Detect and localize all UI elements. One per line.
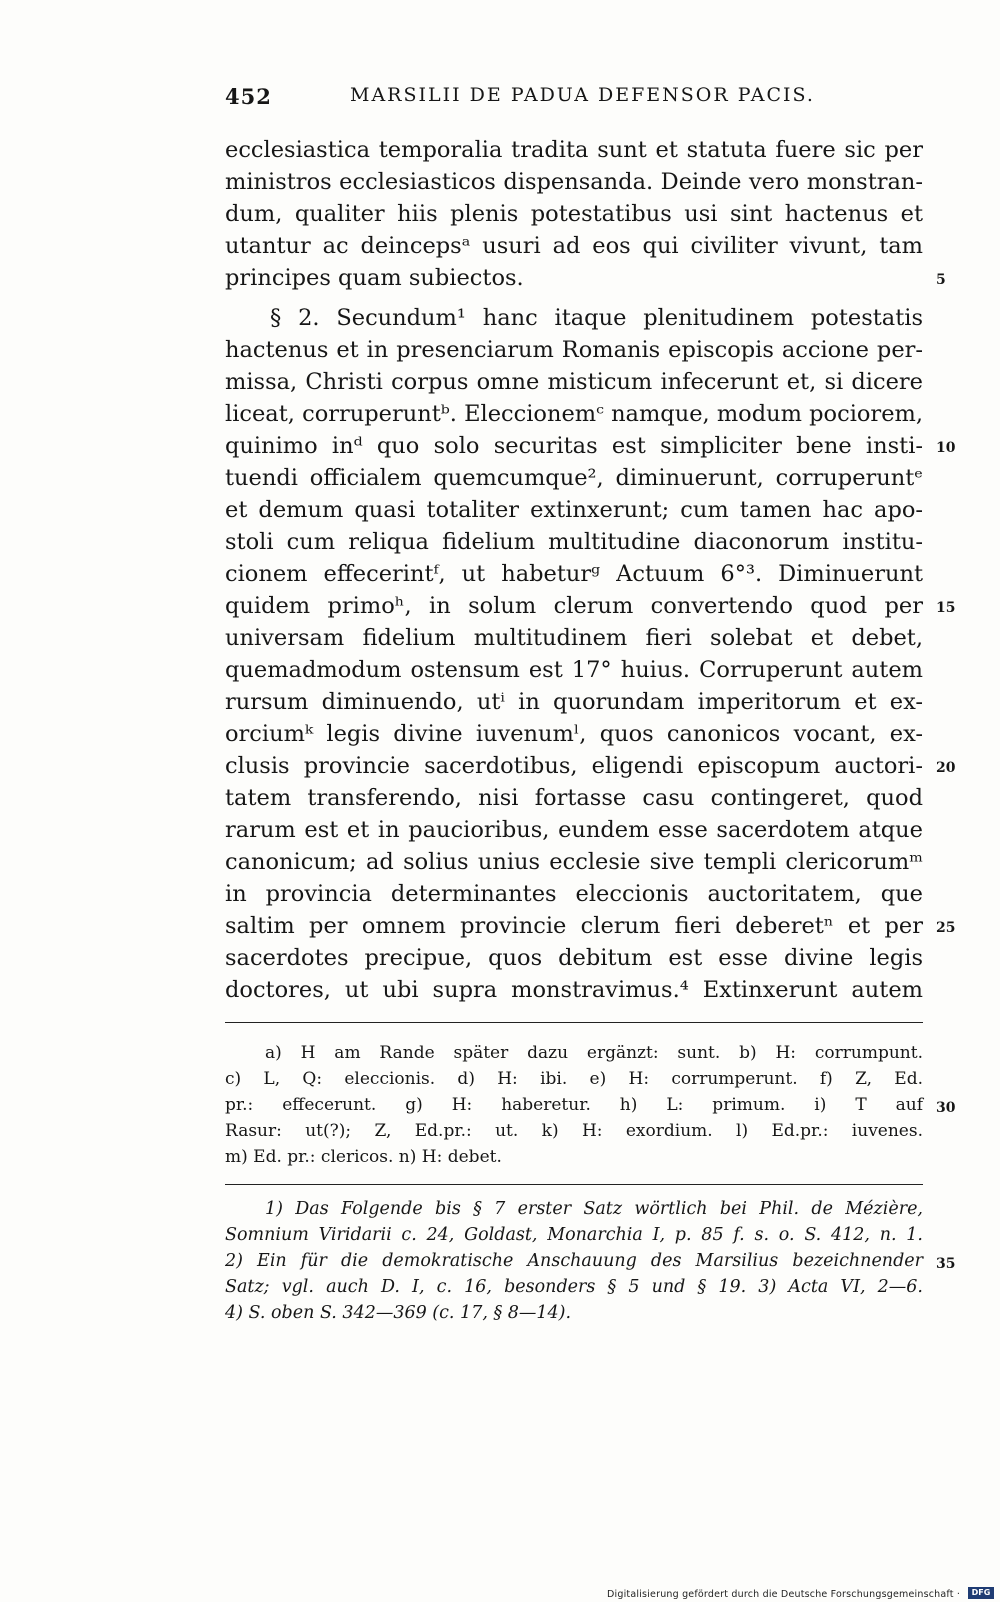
running-header	[225, 84, 923, 114]
footnote-line: 2) Ein für die demokratische Anschauung des Marsilius bezeichnender	[225, 1251, 923, 1271]
footnotes-rule	[225, 1184, 923, 1185]
footnote-line: Somnium Viridarii c. 24, Goldast, Monarchia I, p. 85 f. s. o. S. 412, n. 1.	[225, 1225, 923, 1245]
dfg-logo: DFG	[968, 1587, 994, 1599]
text-line: tatem transferendo, nisi fortasse casu contingeret, quod	[225, 785, 923, 811]
line-number: 20	[936, 760, 956, 776]
line-number: 35	[936, 1256, 956, 1272]
line-number: 5	[936, 272, 946, 288]
text-line: ecclesiastica temporalia tradita sunt et statuta fuere sic per	[225, 137, 923, 163]
text-line: quinimo inᵈ quo solo securitas est simpliciter bene insti-	[225, 433, 923, 459]
text-line: dum, qualiter hiis plenis potestatibus usi sint hactenus et	[225, 201, 923, 227]
text-line: hactenus et in presenciarum Romanis episcopis accione per-	[225, 337, 923, 363]
variant-notes-rule	[225, 1022, 923, 1023]
text-line: rursum diminuendo, utⁱ in quorundam imperitorum et ex-	[225, 689, 923, 715]
variant-note-line: a) H am Rande später dazu ergänzt: sunt. b) H: corrumpunt.	[265, 1043, 923, 1063]
text-line: principes quam subiectos.	[225, 265, 524, 291]
text-line: stoli cum reliqua fidelium multitudine diaconorum institu-	[225, 529, 923, 555]
line-number: 30	[936, 1100, 956, 1116]
page-number: 452	[225, 84, 272, 109]
footnote-line: 1) Das Folgende bis § 7 erster Satz wörtlich bei Phil. de Mézière,	[265, 1199, 923, 1219]
line-number: 10	[936, 440, 956, 456]
line-number: 15	[936, 600, 956, 616]
text-line: utantur ac deincepsᵃ usuri ad eos qui civiliter vivunt, tam	[225, 233, 923, 259]
text-line: tuendi officialem quemcumque², diminuerunt, corruperuntᵉ	[225, 465, 923, 491]
variant-note-line: c) L, Q: eleccionis. d) H: ibi. e) H: corrumperunt. f) Z, Ed.	[225, 1069, 923, 1089]
running-title: MARSILII DE PADUA DEFENSOR PACIS.	[350, 84, 815, 106]
text-line: orciumᵏ legis divine iuvenumˡ, quos canonicos vocant, ex-	[225, 721, 923, 747]
text-line: liceat, corruperuntᵇ. Eleccionemᶜ namque, modum pociorem,	[225, 401, 923, 427]
text-line: rarum est et in paucioribus, eundem esse sacerdotem atque	[225, 817, 923, 843]
text-line: quidem primoʰ, in solum clerum convertendo quod per	[225, 593, 923, 619]
text-line: missa, Christi corpus omne misticum infecerunt et, si dicere	[225, 369, 923, 395]
text-line: doctores, ut ubi supra monstravimus.⁴ Extinxerunt autem	[225, 977, 923, 1003]
variant-note-line: pr.: effecerunt. g) H: haberetur. h) L: primum. i) T auf	[225, 1095, 923, 1115]
text-line: universam fidelium multitudinem fieri solebat et debet,	[225, 625, 923, 651]
text-line: ministros ecclesiasticos dispensanda. Deinde vero monstran-	[225, 169, 923, 195]
text-line: cionem effecerintᶠ, ut habeturᵍ Actuum 6°³. Diminuerunt	[225, 561, 923, 587]
text-line: sacerdotes precipue, quos debitum est esse divine legis	[225, 945, 923, 971]
variant-note-line: m) Ed. pr.: clericos. n) H: debet.	[225, 1147, 502, 1167]
footnote-line: Satz; vgl. auch D. I, c. 16, besonders § 5 und § 19. 3) Acta VI, 2—6.	[225, 1277, 923, 1297]
text-line: et demum quasi totaliter extinxerunt; cum tamen hac apo-	[225, 497, 923, 523]
text-line: saltim per omnem provincie clerum fieri deberetⁿ et per	[225, 913, 923, 939]
digitization-credit: Digitalisierung gefördert durch die Deutsche Forschungsgemeinschaft ·	[607, 1589, 961, 1600]
line-number: 25	[936, 920, 956, 936]
text-line: § 2. Secundum¹ hanc itaque plenitudinem potestatis	[270, 305, 923, 331]
text-line: clusis provincie sacerdotibus, eligendi episcopum auctori-	[225, 753, 923, 779]
footnote-line: 4) S. oben S. 342—369 (c. 17, § 8—14).	[225, 1303, 572, 1323]
text-line: canonicum; ad solius unius ecclesie sive templi clericorumᵐ	[225, 849, 923, 875]
text-line: in provincia determinantes eleccionis auctoritatem, que	[225, 881, 923, 907]
variant-note-line: Rasur: ut(?); Z, Ed.pr.: ut. k) H: exordium. l) Ed.pr.: iuvenes.	[225, 1121, 923, 1141]
text-line: quemadmodum ostensum est 17° huius. Corruperunt autem	[225, 657, 923, 683]
